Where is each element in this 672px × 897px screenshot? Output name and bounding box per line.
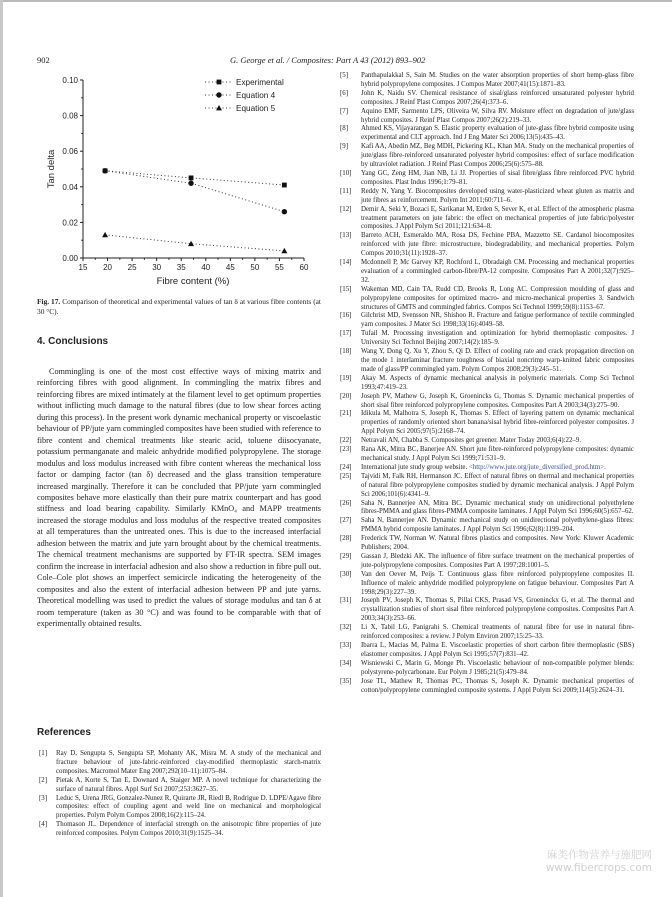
reference-list-left [39, 750, 321, 839]
reference-number: [25] [340, 472, 352, 480]
reference-item [340, 410, 634, 437]
figure-caption [37, 297, 321, 317]
reference-item [340, 571, 634, 598]
reference-number: [13] [340, 232, 352, 240]
reference-number: [4] [39, 821, 48, 829]
reference-item [39, 750, 321, 777]
reference-item [340, 72, 634, 90]
reference-text: Panthapulakkal S, Sain M. Studies on the water absorption properties of short hemp-glass fibre hybrid polypropylene composites. J Compos Mater 2007;41(15):1871–83. [361, 72, 634, 88]
x-tick-label: 40 [201, 263, 211, 272]
conclusions-paragraph: Commingling is one of the most cost effective ways of mixing matrix and reinforcing fibres with good alignment. In commingling the matrix fibres and reinforcing fibres are mixed intimately at the filament level to get optimum properties without inflicting much damage to the natural fibres (due to low shear forces acting during this process). In the present work dynamic mechanical property or viscoelastic behaviour of PP/jute yarn commingled composites have been studied with reference to fibre content and chemical treatments like stearic acid, toluene diisocyanate, potassium permanganate and maleic anhydride modified polypropylene. The storage modulus and loss modulus increased with fibre content whereas the mechanical loss factor or damping factor (tan δ) decreased and the glass transition temperature increased marginally. Therefore it can be concluded that PP/jute yarn commingled composites behave more elastically than their pure matrix counterpart and has good stiffness and load bearing capability. Similarly KMnO₄ and MAPP treatments increased the storage modulus and loss modulus of the respective treated composites at all temperatures than the untreated ones. This is due to the increased interfacial adhesion between the matrix and jute yarn brought about by the chemical treatments. The chemical treatment mechanisms are supported by FT-IR spectra. SEM images confirm the increase in interfacial adhesion and also show a reduction in fibre pull out. Cole–Cole plot shows an imperfect semicircle indicating the heterogeneity of the composites and also the extent of interfacial adhesion between PP and jute yarns. Theoretical modelling was used to predict the values of storage modulus and tan δ at room temperature (taken as 30 °C) and was found to be comparable with that of experimentally obtained results. [37, 367, 321, 628]
reference-text: Mcdonnell P, Mc Garvey KP, Rochford L, Obradaigh CM. Processing and mechanical properties evaluation of a commingled carbon-fibre/PA-12 composite. Composites Part A 2001;32(7):925–32. [361, 259, 634, 284]
reference-item [340, 90, 634, 108]
section-heading-conclusions: 4. Conclusions [37, 336, 109, 347]
legend-marker [216, 92, 221, 97]
legend-label: Equation 4 [236, 91, 276, 100]
reference-text: Ray D, Sengupta S, Sengupta SP, Mohanty AK, Misra M. A study of the mechanical and fracture behaviour of jute-fabric-reinforced clay-modified thermoplastic starch-matrix composites. Macromol Mater Eng 2007;292(10–11):1075–84. [56, 750, 321, 775]
reference-number: [27] [340, 517, 352, 525]
data-point-marker [188, 181, 193, 186]
reference-number: [7] [340, 107, 349, 115]
series-equation-5 [102, 232, 287, 253]
reference-item [340, 286, 634, 313]
reference-number: [10] [340, 169, 352, 177]
legend-label: Equation 5 [236, 104, 276, 113]
reference-number: [6] [340, 89, 349, 97]
reference-item [340, 473, 634, 500]
data-point-marker [189, 176, 194, 181]
reference-number: [18] [340, 348, 352, 356]
figure-label: Fig. 17. [37, 297, 61, 306]
watermark [546, 849, 652, 875]
reference-item [39, 777, 321, 795]
reference-text: Gilchrist MD, Svensson NR, Shishoo R. Fracture and fatigue performance of textile commingled yarn composites. J Mater Sci 1998;33(16):4049–58. [361, 312, 634, 329]
reference-text: Ibarra L, Macias M, Palma E. Viscoelastic properties of short carbon fibre thermoplastic (SBS) elastomer composites. J Appl Polym Sci 1995;57(7):831–42. [361, 642, 634, 658]
data-point-marker [282, 209, 287, 214]
reference-item [340, 660, 634, 678]
reference-text: International jute study group website. [361, 463, 469, 471]
series-experimental [103, 168, 287, 187]
reference-number: [2] [39, 776, 48, 784]
y-tick-label: 0.06 [62, 147, 78, 157]
reference-text: Kafi AA, Abedin MZ, Beg MDH, Pickering KL, Khan MA. Study on the mechanical properties of jute/glass fibre-reinforced unsaturated polyester hybrid composites: effect of surface modification by ultraviolet radiation. J Reinf Plast Compos 2006;25(6):575–88. [361, 143, 634, 169]
reference-text: John K, Naidu SV. Chemical resistance of sisal/glass reinforced unsaturated polyester hybrid composites. J Reinf Plast Compos 2007;26(4):373–6. [361, 89, 634, 106]
reference-number: [34] [340, 659, 352, 667]
reference-text: Gassan J, Bledzki AK. The influence of fibre surface treatment on the mechanical properties of jute-polypropylene composites. Composites Part A 1997;28:1001–5. [361, 552, 634, 569]
reference-number: [32] [340, 624, 352, 632]
reference-number: [33] [340, 642, 352, 649]
reference-text: Reddy N, Yang Y. Biocomposites developed using water-plasticized wheat gluten as matrix and jute fibres as reinforcement. Polym Int 2011;60:711–6. [361, 187, 634, 204]
data-point-marker [281, 248, 287, 253]
reference-text: Wisniewski C, Marin G, Monge Ph. Viscoelastic behaviour of non-compatible polymer blends: polystyrene-polycarbonate. Eur Polym J 1985;21(5):479–84. [361, 659, 634, 676]
legend-marker [216, 105, 222, 110]
figure-caption-text: Comparison of theoretical and experimental values of tan δ at various fibre contents (at 30 °C). [37, 297, 321, 316]
reference-text: Tufail M. Processing investigation and optimization for hybrid thermoplastic composites. J University Sci Technol Beijing 2007;14(2):185–9. [361, 330, 634, 347]
reference-text: Joseph PV, Joseph K, Thomas S, Pillai CKS, Prasad VS, Groeninckx G, et al. The thermal and crystallization studies of short sisal fibre reinforced polypropylene composites. Composites Part A 2003;34(3):253–66. [361, 597, 634, 623]
series-equation-4 [102, 168, 287, 214]
watermark-line-1: 麻类作物营养与施肥网 [547, 849, 652, 861]
reference-text: Barreto ACH, Esmeraldo MA, Rosa DS, Fechine PBA, Mazzetto SE. Cardanol biocomposites reinforced with jute fibre: microstructure, biodegradability, and mechanical properties. Polym Compos 2010;31(11):1928–37. [361, 232, 634, 258]
reference-text: Aquino EMF, Sarmento LPS, Oliveira W, Silva RV. Moisture effect on degradation of jute/glass hybrid composites. J Reinf Plast Compos 2007;26(2):219–33. [361, 107, 634, 124]
reference-item [340, 375, 634, 393]
legend-entry [205, 91, 276, 100]
reference-text: Wang Y, Dong Q, Xu Y, Zhou S, Qi D. Effect of cooling rate and crack propagation direction on the mode 1 interlaminar fracture toughness of biaxial noncrimp warp-knitted fabric composites made of glass/PP commingled yarn. Polym Compos 2008;29(3):245–51. [361, 348, 634, 373]
chart-legend [205, 78, 284, 113]
x-tick-label: 60 [299, 263, 309, 272]
reference-item [39, 795, 321, 822]
reference-number: [17] [340, 330, 352, 338]
reference-number: [29] [340, 552, 352, 560]
reference-text: Thomason JL. Dependence of interfacial strength on the anisotropic fibre properties of jute reinforced composites. Polym Compos 2010;31(9):1525–34. [56, 821, 321, 838]
reference-item [340, 348, 634, 375]
y-tick-label: 0.02 [62, 218, 78, 228]
reference-text: Leduc S, Urena JRG, Gonzalez-Nunez R, Quirarte JR, Riedl B, Rodrigue D. LDPE/Agave fibre composites: effect of coupling agent and weld line on mechanical and morphological properties. Polym Polym Compos 2008;16(2):115–24. [56, 794, 321, 820]
x-tick-label: 50 [250, 263, 260, 272]
reference-text: Yang GC, Zeng HM, Jian NB, Li JJ. Properties of sisal fibre/glass fibre reinforced PVC hybrid composites. Plast Indus 1996;1:79–81. [361, 169, 634, 186]
reference-number: [16] [340, 312, 352, 320]
reference-item [340, 259, 634, 286]
reference-number: [19] [340, 374, 352, 382]
reference-number: [9] [340, 143, 349, 151]
reference-item [340, 446, 634, 464]
reference-text: Demir A, Seki Y, Bozaci E, Sarikanat M, Erden S, Sever K, et al. Effect of the atmospheric plasma treatment parameters on jute fabric: the effect on mechanical properties of jute fabric/polyester composites. J Appl Polym Sci 2011;121:634–8. [361, 205, 634, 231]
legend-marker [217, 80, 222, 85]
reference-text: Jose TL, Mathew R, Thomas PC, Thomas S, Joseph K. Dynamic mechanical properties of cotton/polypropylene commingled composite systems. J Appl Polym Sci 2009;114(5):2624–31. [361, 677, 634, 694]
reference-item [340, 464, 634, 473]
reference-item [340, 312, 634, 330]
reference-number: [12] [340, 205, 352, 213]
reference-text: Frederick TW, Norman W. Natural fibres plastics and composites. New York: Kluwer Academic Publishers; 2004. [361, 535, 634, 552]
x-tick-label: 30 [152, 263, 162, 272]
reference-item [340, 188, 634, 206]
x-tick-label: 15 [78, 263, 88, 272]
data-point-marker [102, 168, 107, 173]
reference-number: [28] [340, 535, 352, 543]
reference-number: [3] [39, 794, 48, 802]
reference-item [340, 678, 634, 696]
reference-link[interactable]: <http://www.jute.org/jute_diversified_prod.htm> [468, 463, 605, 471]
reference-number: [1] [39, 750, 48, 757]
x-tick-label: 35 [176, 263, 186, 272]
x-tick-label: 55 [274, 263, 284, 272]
reference-text: Netravali AN, Chabba S. Composites get greener. Mater Today 2003;6(4):22–9. [361, 437, 582, 445]
reference-text: Wakeman MD, Cain TA, Rudd CD, Brooks R, Long AC. Compression moulding of glass and polypropylene composites for optimized macro- and micro-mechanical properties 3. Sandwich structures of GMTS and commingled fabrics. Compos Sci Technol 1999;59(8):1153–67. [361, 285, 634, 311]
series-line [105, 171, 284, 212]
reference-item [340, 500, 634, 518]
reference-item [39, 821, 321, 839]
reference-text-after: . [604, 463, 606, 471]
y-tick-label: 0.00 [62, 254, 78, 263]
reference-item [340, 597, 634, 624]
reference-item [340, 437, 634, 446]
reference-number: [35] [340, 677, 352, 685]
legend-entry [205, 78, 284, 87]
reference-number: [8] [340, 125, 349, 133]
page-top-border [0, 0, 672, 2]
reference-item [340, 125, 634, 143]
reference-number: [21] [340, 410, 352, 418]
reference-number: [23] [340, 446, 352, 454]
x-tick-label: 25 [127, 263, 137, 272]
legend-label: Experimental [236, 78, 284, 87]
reference-item [340, 143, 634, 170]
reference-item [340, 330, 634, 348]
reference-text: Li X, Tabil LG, Panigrahi S. Chemical treatments of natural fibre for use in natural fibre-reinforced composites: a review. J Polym Environ 2007;15:25–33. [361, 624, 634, 641]
reference-number: [31] [340, 597, 352, 605]
reference-list-right [340, 72, 634, 695]
reference-number: [24] [340, 463, 352, 471]
references-heading: References [37, 727, 91, 738]
reference-item [340, 642, 634, 660]
reference-text: Joseph PV, Mathew G, Joseph K, Groenincks G, Thomas S. Dynamic mechanical properties of short sisal fibre reinforced polypropylene composites. Composites Part A 2003;34(3):275–90. [361, 392, 634, 409]
watermark-line-2: www.fibercrops.com [545, 862, 652, 874]
y-tick-label: 0.10 [62, 76, 78, 85]
y-tick-label: 0.08 [62, 111, 78, 121]
reference-text: Rana AK, Mitra BC, Banerjee AN. Short jute fibre-reinforced polypropylene composites: dynamic mechanical study. J Appl Polym Sci 1999;71:531–9. [361, 446, 634, 462]
series-line [105, 235, 284, 251]
reference-item [340, 108, 634, 126]
reference-number: [15] [340, 285, 352, 293]
x-tick-label: 45 [225, 263, 235, 272]
reference-item [340, 206, 634, 233]
reference-number: [14] [340, 259, 352, 267]
reference-number: [26] [340, 499, 352, 507]
reference-number: [22] [340, 437, 352, 445]
x-axis-label: Fibre content (%) [156, 276, 230, 287]
reference-text: Saha N, Bannerjee AN, Mitra BC. Dynamic mechanical study on unidirectional polyethylene fibres-PMMA and glass fibres-PMMA composite laminates. J Appl Polym Sci 1996;60(5):657–62. [361, 499, 634, 516]
reference-item [340, 535, 634, 553]
reference-number: [20] [340, 392, 352, 400]
x-tick-label: 20 [103, 263, 113, 272]
reference-text: Pietak A, Korte S, Tan E, Downard A, Staiger MP. A novel technique for characterizing the surface of natural fibres. Appl Surf Sci 2007;253:3627–35. [56, 776, 321, 793]
reference-text: Idikula M, Malhotra S, Joseph K, Thomas S. Effect of layering pattern on dynamic mechanical properties of randomly oriented short banana/sisal hybrid fibre-reinforced polyester composites. J Appl Polym Sci 2005;97(5):2168–74. [361, 410, 634, 436]
reference-text: Saha N, Bannerjee AN. Dynamic mechanical study on unidirectional polyethylene-glass fibres: PMMA hybrid composite laminates. J Appl Polym Sci 1996;62(8):1199–204. [361, 517, 634, 534]
reference-item [340, 393, 634, 411]
reference-item [340, 170, 634, 188]
reference-number: [30] [340, 570, 352, 578]
y-tick-label: 0.04 [62, 182, 78, 192]
reference-text: Tajvidi M, Falk RH, Hermanson JC. Effect of natural fibres on thermal and mechanical properties of natural fibre polypropylene composites studied by dynamic mechanical analysis. J Appl Polym Sci 2006;101(6):4341–9. [361, 472, 634, 498]
reference-text: Akay M. Aspects of dynamic mechanical analysis in polymeric materials. Comp Sci Technol 1993;47:419–23. [361, 374, 634, 391]
reference-text: Van den Oever M, Peijs T. Continuous glass fibre reinforced polypropylene composites II. Influence of maleic anhydride modified polypropylene on fatigue behaviour. Composites Part A 1998;29(3):227–39. [361, 570, 634, 596]
reference-text: Ahmed KS, Vijayarangan S. Elastic property evaluation of jute-glass fibre hybrid composite using experimental and CLT approach. Ind J Eng Mater Sci 2006;13(5):435–43. [361, 125, 634, 142]
tan-delta-chart [0, 60, 330, 290]
reference-item [340, 553, 634, 571]
reference-number: [5] [340, 72, 349, 79]
data-point-marker [282, 183, 287, 188]
y-axis-label: Tan delta [46, 149, 57, 189]
reference-item [340, 232, 634, 259]
series-line [105, 171, 284, 185]
running-title: G. George et al. / Composites: Part A 43 (2012) 893–902 [230, 55, 426, 65]
data-point-marker [102, 232, 108, 237]
reference-number: [11] [340, 187, 352, 195]
reference-item [340, 517, 634, 535]
page-number: 902 [37, 55, 50, 65]
legend-entry [205, 104, 276, 113]
reference-item [340, 624, 634, 642]
chart-series [102, 168, 287, 253]
